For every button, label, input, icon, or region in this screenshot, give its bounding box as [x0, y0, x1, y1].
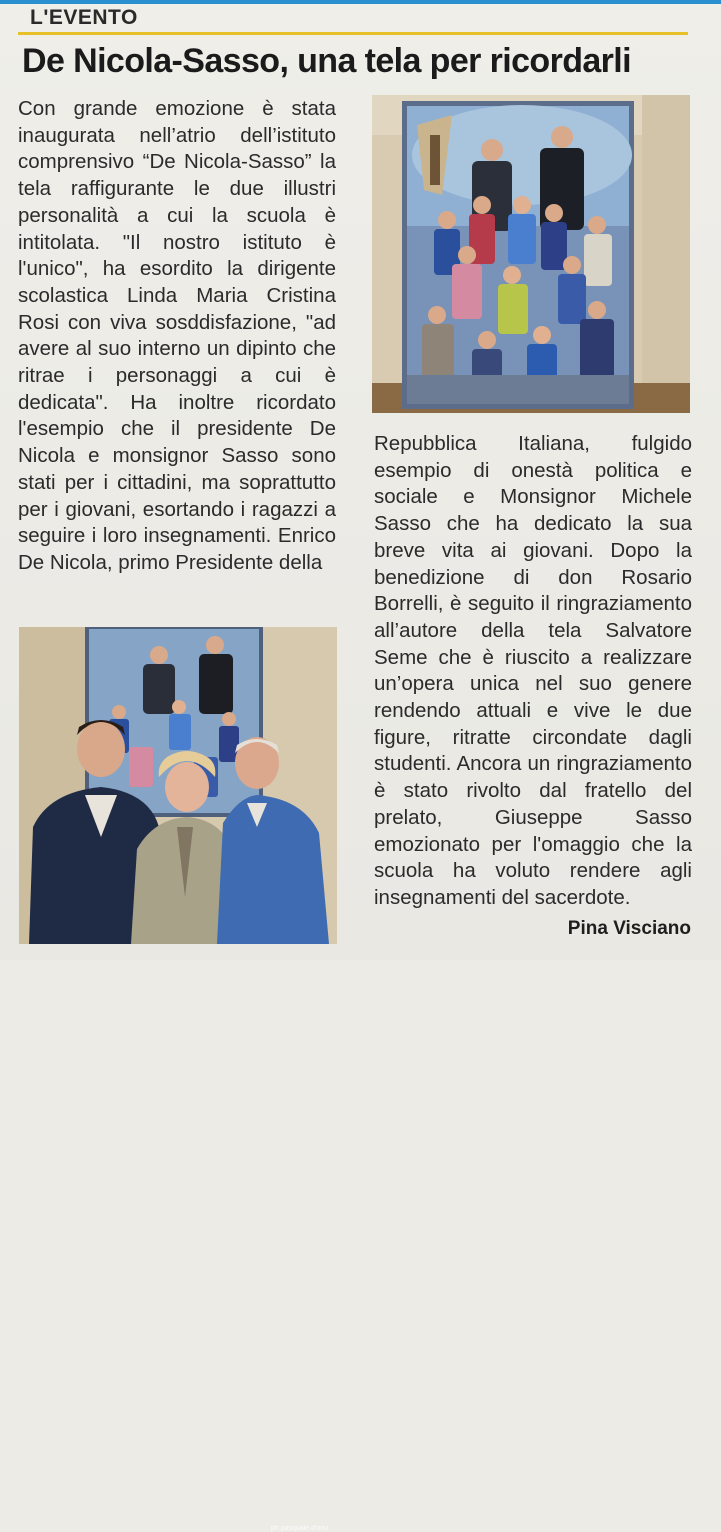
painting-illustration [372, 95, 690, 413]
section-rule [18, 32, 688, 35]
article-column-left [18, 96, 336, 577]
article-body-right: Repubblica Italiana, fulgido esempio di onestà politica e sociale e Monsignor Michele Sasso che ha dedicato la sua breve vita ai giovani. Dopo la benedizione di don Rosario Borrelli, è seguito il ringraziamento all’autore della tela Salvatore Seme che è riuscito a realizzare un’opera unica nel suo genere rendendo attuali e vive le due figure, ritratte circondate dagli studenti. Ancora un ringraziamento è stato rivolto dal fratello del prelato, Giuseppe Sasso emozionato per l'omaggio che la scuola ha voluto rendere agli insegnamenti del sacerdote. [374, 432, 692, 909]
article-column-right [374, 431, 692, 912]
painting-photo [372, 95, 690, 413]
group-photo [19, 627, 337, 1532]
top-blue-rule [0, 0, 721, 4]
headline: De Nicola-Sasso, una tela per ricordarli [22, 42, 632, 80]
group-illustration [19, 627, 337, 944]
article-body-left: Con grande emozione è stata inaugurata nell’atrio dell’istituto comprensivo “De Nicola-Sasso” la tela raffigurante le due illustri personalità a cui la scuola è intitolata. "Il nostro istituto è l'unico", ha esordito la dirigente scolastica Linda Maria Cristina Rosi con viva sosddisfazione, "ad avere al suo interno un dipinto che ritrae i personaggi a cui è dedicata". Ha inoltre ricordato l'esempio che il presidente De Nicola e monsignor Sasso sono stati per i cittadini, ma soprattutto per i giovani, esortando i ragazzi a seguire i loro insegnamenti. Enrico De Nicola, primo Presidente della [18, 97, 336, 574]
photo-credit: ph pasquale d'oriu [271, 1525, 328, 1532]
section-label: L'EVENTO [30, 6, 138, 29]
author-byline: Pina Visciano [567, 918, 691, 939]
